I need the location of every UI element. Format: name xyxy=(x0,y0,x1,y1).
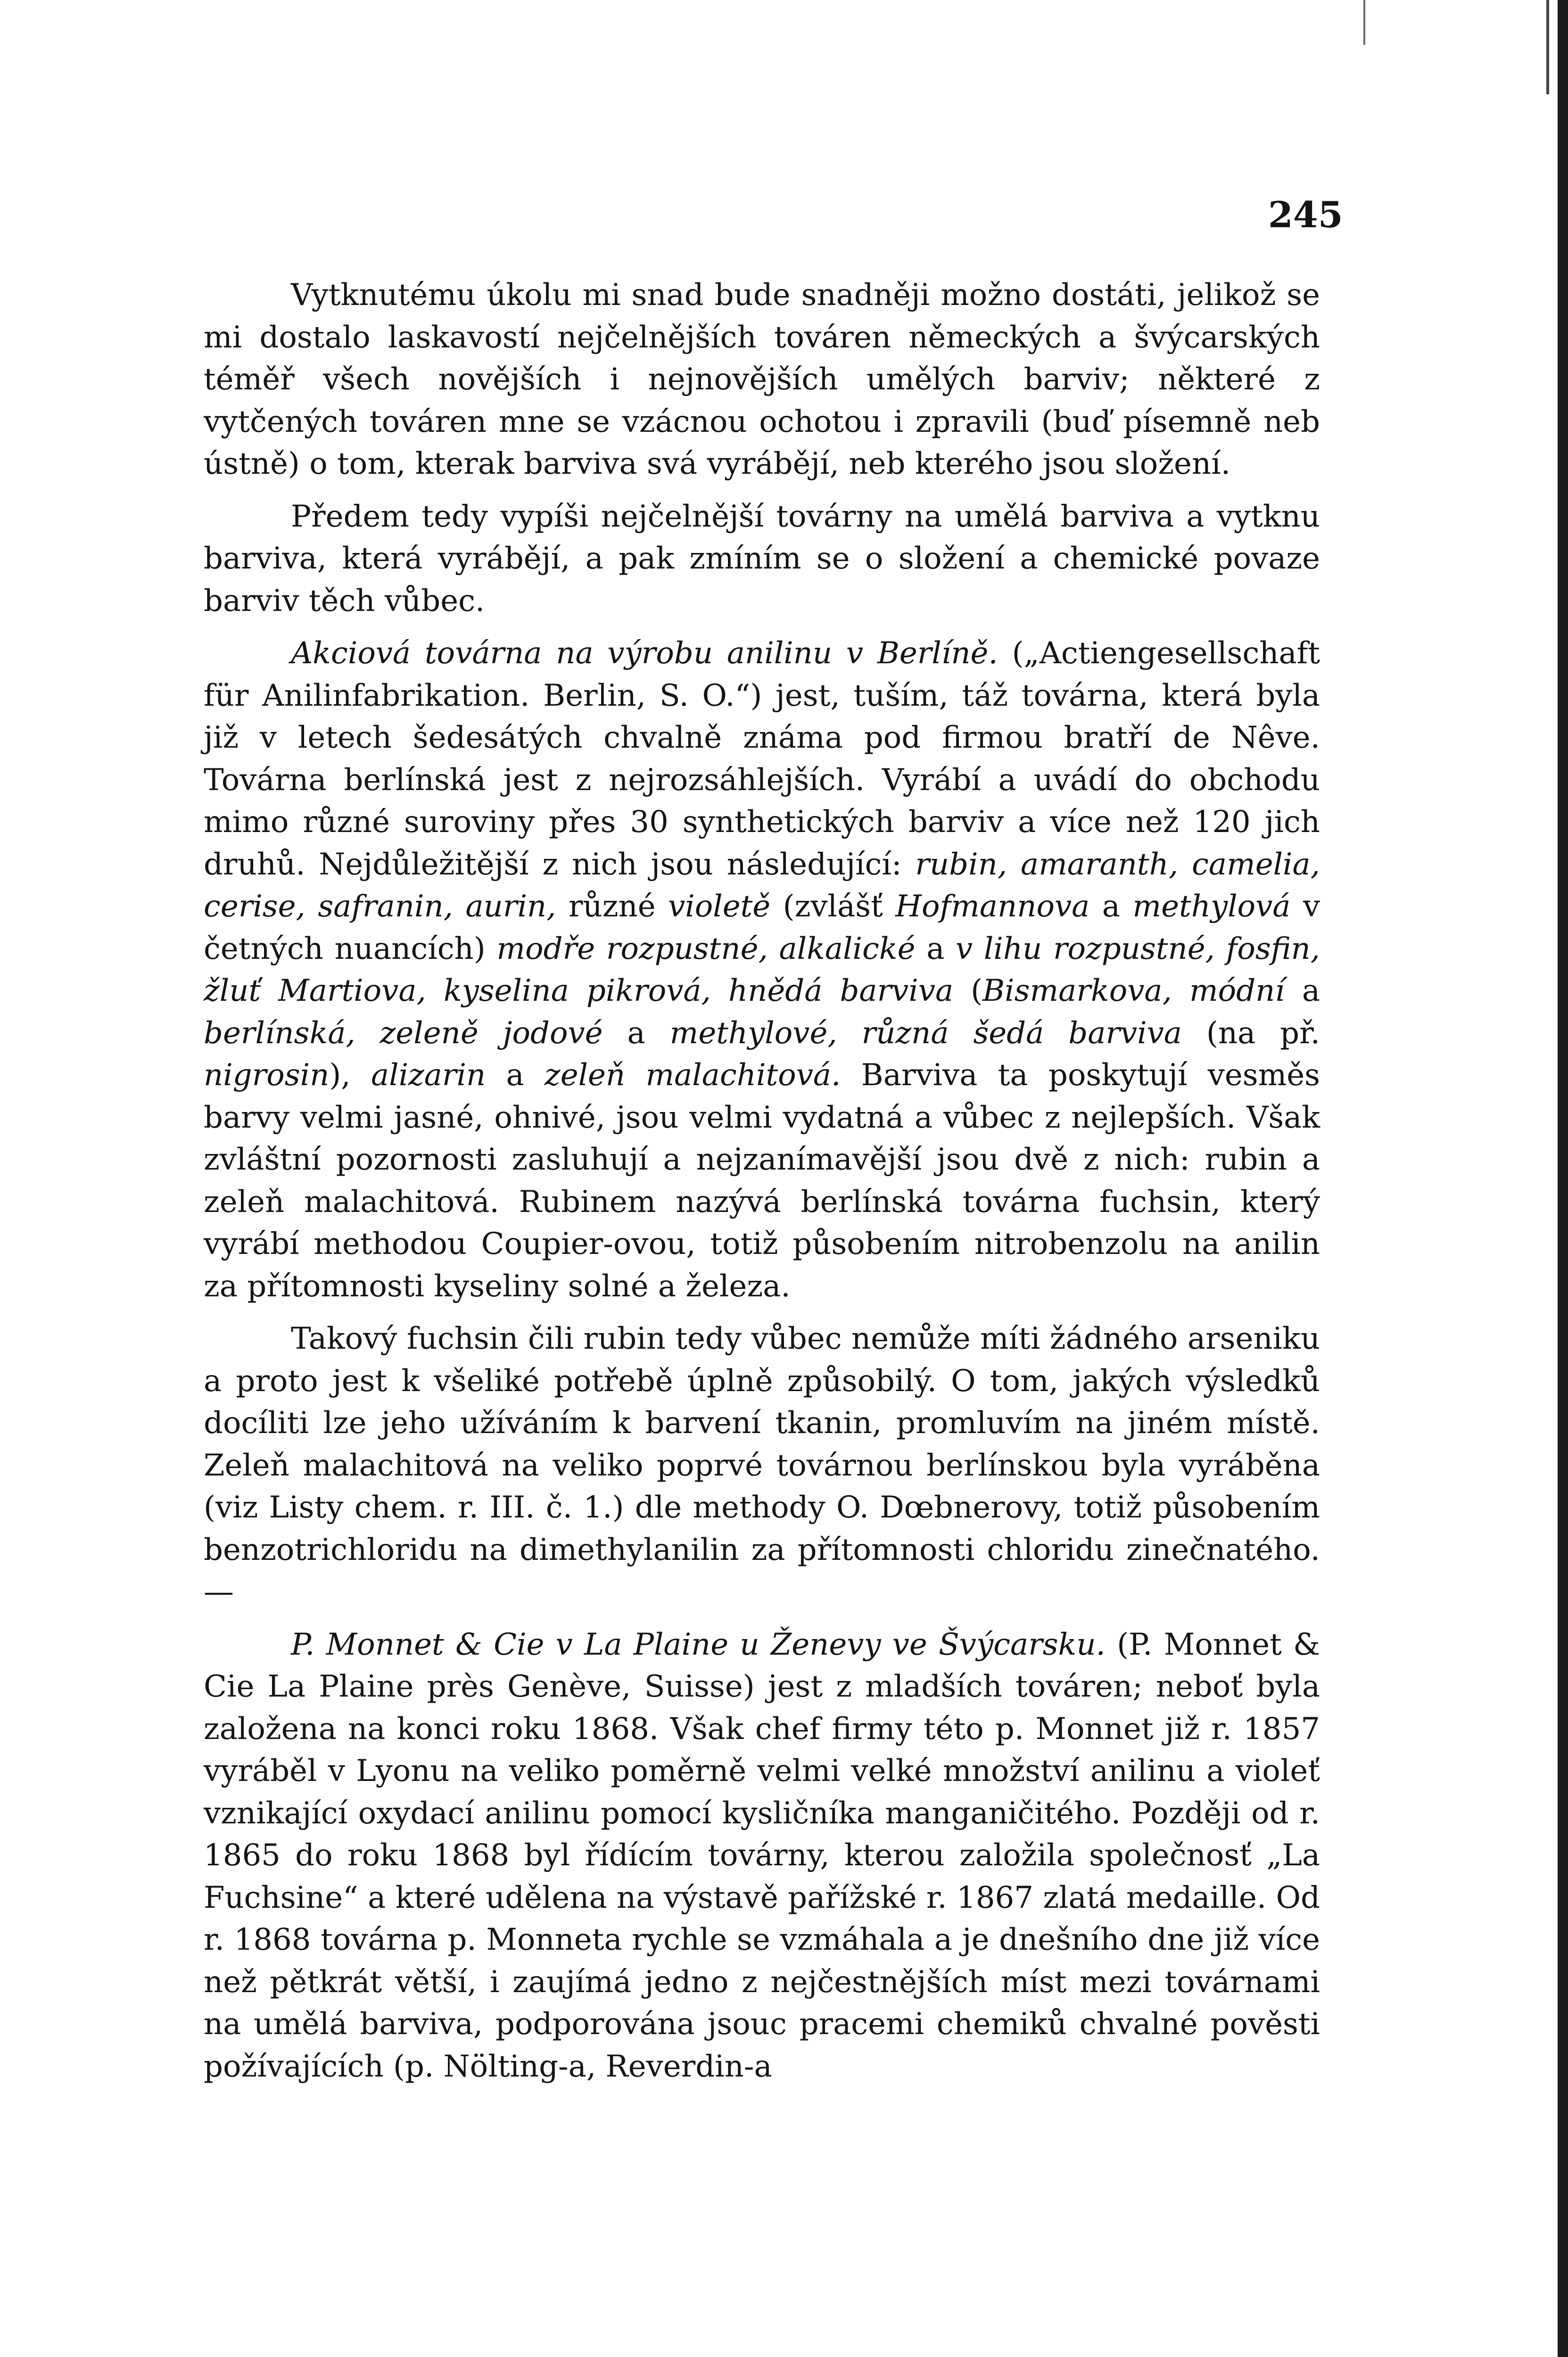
italic-text-span: Akciová továrna na výrobu anilinu v Berlíně. xyxy=(291,636,998,671)
text-span: Vytknutému úkolu mi snad bude snadněji možno dostáti, jelikož se mi dostalo laskavostí nejčelnějších továren německých a švýcarských téměř všech novějších i nejnovějších umělých barviv; některé z vytčených továren mne se vzácnou ochotou i zpravili (buď písemně neb ústně) o tom, kterak barviva svá vyrábějí, neb kterého jsou složení. xyxy=(204,278,1320,481)
italic-text-span: berlínská, zeleně jodové xyxy=(204,1015,603,1051)
italic-text-span: methylová xyxy=(1132,889,1291,924)
italic-text-span: methylové, různá šedá barviva xyxy=(669,1015,1182,1051)
italic-text-span: P. Monnet & Cie v La Plaine u Ženevy ve Švýcarsku. xyxy=(291,1627,1106,1662)
text-span: různé xyxy=(556,889,668,924)
text-span: a xyxy=(486,1058,545,1093)
text-span: a xyxy=(915,931,956,966)
paragraph xyxy=(204,633,1320,1308)
italic-text-span: zeleň malachitová. xyxy=(544,1058,841,1093)
italic-text-span: alizarin xyxy=(371,1058,486,1093)
italic-text-span: nigrosin xyxy=(204,1058,330,1093)
text-span: ), xyxy=(329,1058,371,1093)
text-span: Barviva ta poskytují vesměs barvy velmi jasné, ohnivé, jsou velmi vydatná a vůbec z nejlepších. Však zvláštní pozornosti zasluhují a nejzanímavější jsou dvě z nich: rubin a zeleň malachitová. Rubinem nazývá berlínská továrna fuchsin, který vyrábí methodou Coupier-ovou, totiž působením nitrobenzolu na anilin za přítomnosti kyseliny solné a železa. xyxy=(204,1058,1320,1304)
scan-edge xyxy=(1558,0,1568,2357)
text-span: a xyxy=(1284,973,1320,1008)
paragraph xyxy=(204,496,1320,623)
scan-edge-mark xyxy=(1546,0,1549,94)
text-span: (na př. xyxy=(1181,1015,1320,1051)
text-span: ( xyxy=(953,973,983,1008)
body-text xyxy=(204,274,1320,2088)
paragraph xyxy=(204,1318,1320,1614)
italic-text-span: v lihu rozpustné, fosfin, žluť Martiova, kyselina pikrová, hnědá barviva xyxy=(204,931,1320,1008)
text-span: („Actiengesellschaft für Anilinfabrikation. Berlin, S. O.“) jest, tuším, táž továrna, která byla již v letech šedesátých chvalně známa pod firmou bratří de Nêve. Továrna berlínská jest z nejrozsáhlejších. Vyrábí a uvádí do obchodu mimo různé suroviny přes 30 synthetických barviv a více než 120 jich druhů. Nejdůležitější z nich jsou následující: xyxy=(204,636,1320,882)
italic-text-span: Bismarkova, módní xyxy=(982,973,1285,1008)
italic-text-span: rubin, amaranth, camelia, cerise, safranin, aurin, xyxy=(204,847,1320,924)
text-span: Předem tedy vypíši nejčelnější továrny na umělá barviva a vytknu barviva, která vyrábějí, a pak zmíním se o složení a chemické povaze barviv těch vůbec. xyxy=(204,499,1320,618)
text-span: v četných nuancích) xyxy=(204,889,1320,966)
text-span: (P. Monnet & Cie La Plaine près Genève, Suisse) jest z mladších továren; neboť byla založena na konci roku 1868. Však chef firmy této p. Monnet již r. 1857 vyráběl v Lyonu na veliko poměrně velmi velké množství anilinu a violeť vznikající oxydací anilinu pomocí kysličníka manganičitého. Později od r. 1865 do roku 1868 byl řídícím továrny, kterou založila společnosť „La Fuchsine“ a které udělena na výstavě pařížské r. 1867 zlatá medaille. Od r. 1868 továrna p. Monneta rychle se vzmáhala a je dnešního dne již více než pětkrát větší, i zaujímá jedno z nejčestnějších míst mezi továrnami na umělá barviva, podporována jsouc pracemi chemiků chvalné pověsti požívajících (p. Nölting-a, Reverdin-a xyxy=(204,1627,1320,2084)
text-span: (zvlášť xyxy=(770,889,896,924)
scan-top-mark xyxy=(1363,0,1365,45)
italic-text-span: Hofmannova xyxy=(895,889,1090,924)
italic-text-span: modře rozpustné, alkalické xyxy=(496,931,916,966)
paragraph xyxy=(204,1624,1320,2088)
page-number: 245 xyxy=(1268,194,1343,236)
text-span: Takový fuchsin čili rubin tedy vůbec nemůže míti žádného arseniku a proto jest k všeliké potřebě úplně způsobilý. O tom, jakých výsledků docíliti lze jeho užíváním k barvení tkanin, promluvím na jiném místě. Zeleň malachitová na veliko poprvé továrnou berlínskou byla vyráběna (viz Listy chem. r. III. č. 1.) dle methody O. Dœbnerovy, totiž působením benzotrichloridu na dimethylanilin za přítomnosti chloridu zinečnatého. — xyxy=(204,1321,1320,1609)
paragraph xyxy=(204,274,1320,486)
text-span: a xyxy=(602,1015,670,1051)
italic-text-span: violetě xyxy=(668,889,771,924)
text-span: a xyxy=(1089,889,1133,924)
